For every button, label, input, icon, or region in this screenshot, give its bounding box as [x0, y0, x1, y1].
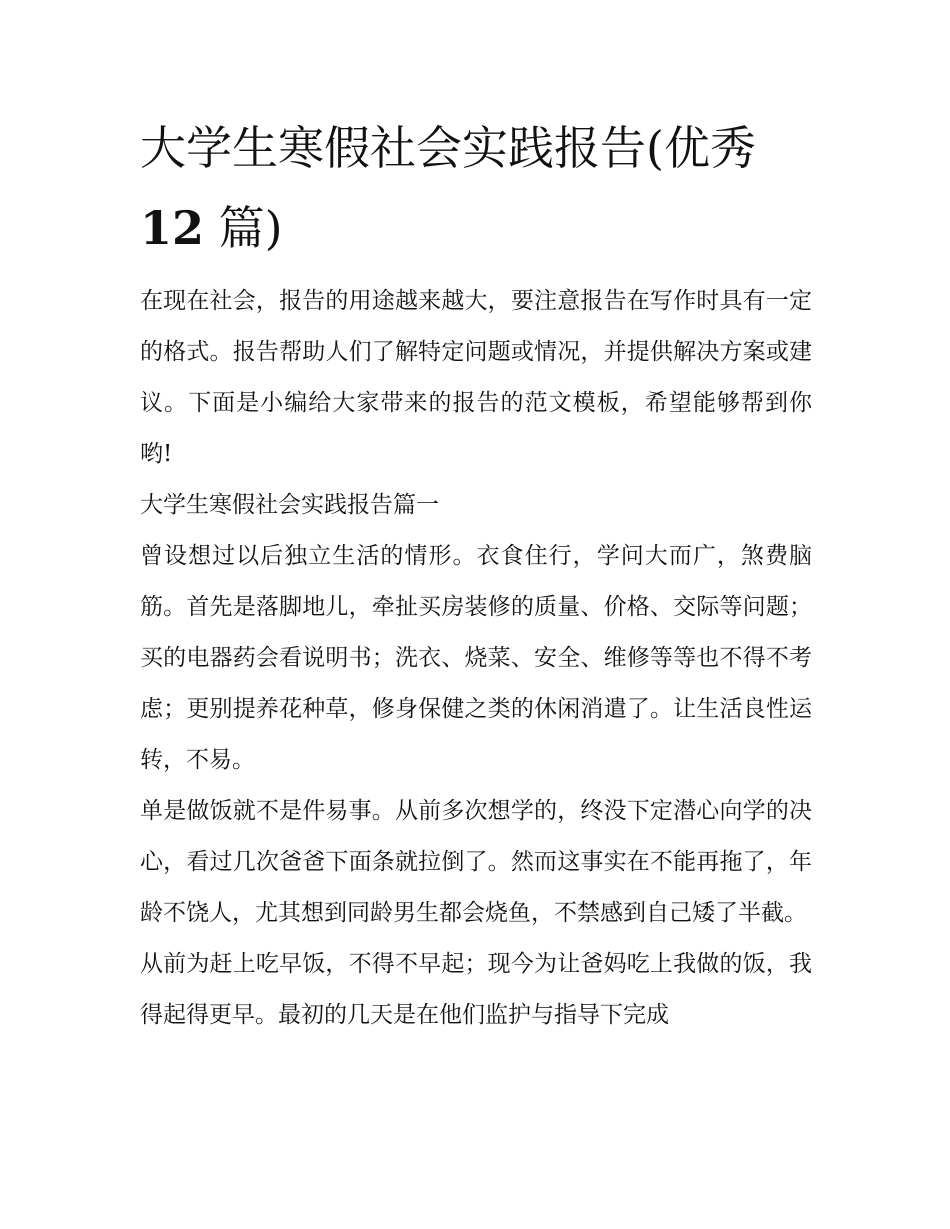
section-heading: 大学生寒假社会实践报告篇一	[140, 492, 439, 518]
document-page	[140, 108, 812, 1041]
title-number: 12	[140, 201, 205, 255]
document-title	[140, 108, 812, 268]
body-paragraph: 单是做饭就不是件易事。从前多次想学的，终没下定潜心向学的决心，看过几次爸爸下面条就拉倒了。然而这事实在不能再拖了，年龄不饶人，尤其想到同龄男生都会烧鱼，不禁感到自己矮了半截。	[140, 798, 812, 926]
intro-paragraph: 在现在社会，报告的用途越来越大，要注意报告在写作时具有一定的格式。报告帮助人们了解特定问题或情况，并提供解决方案或建议。下面是小编给大家带来的报告的范文模板，希望能够帮到你哟!	[140, 288, 812, 467]
body-paragraph: 从前为赶上吃早饭，不得不早起；现今为让爸妈吃上我做的饭，我得起得更早。最初的几天是在他们监护与指导下完成	[140, 951, 812, 1028]
body-paragraph: 曾设想过以后独立生活的情形。衣食住行，学问大而广，煞费脑筋。首先是落脚地儿，牵扯买房装修的质量、价格、交际等问题；买的电器药会看说明书；洗衣、烧菜、安全、维修等等也不得不考虑；更别提养花种草，修身保健之类的休闲消遣了。让生活良性运转，不易。	[140, 543, 812, 773]
title-line-1: 大学生寒假社会实践报告(优秀	[140, 121, 756, 175]
title-line-2: 篇)	[204, 201, 283, 255]
